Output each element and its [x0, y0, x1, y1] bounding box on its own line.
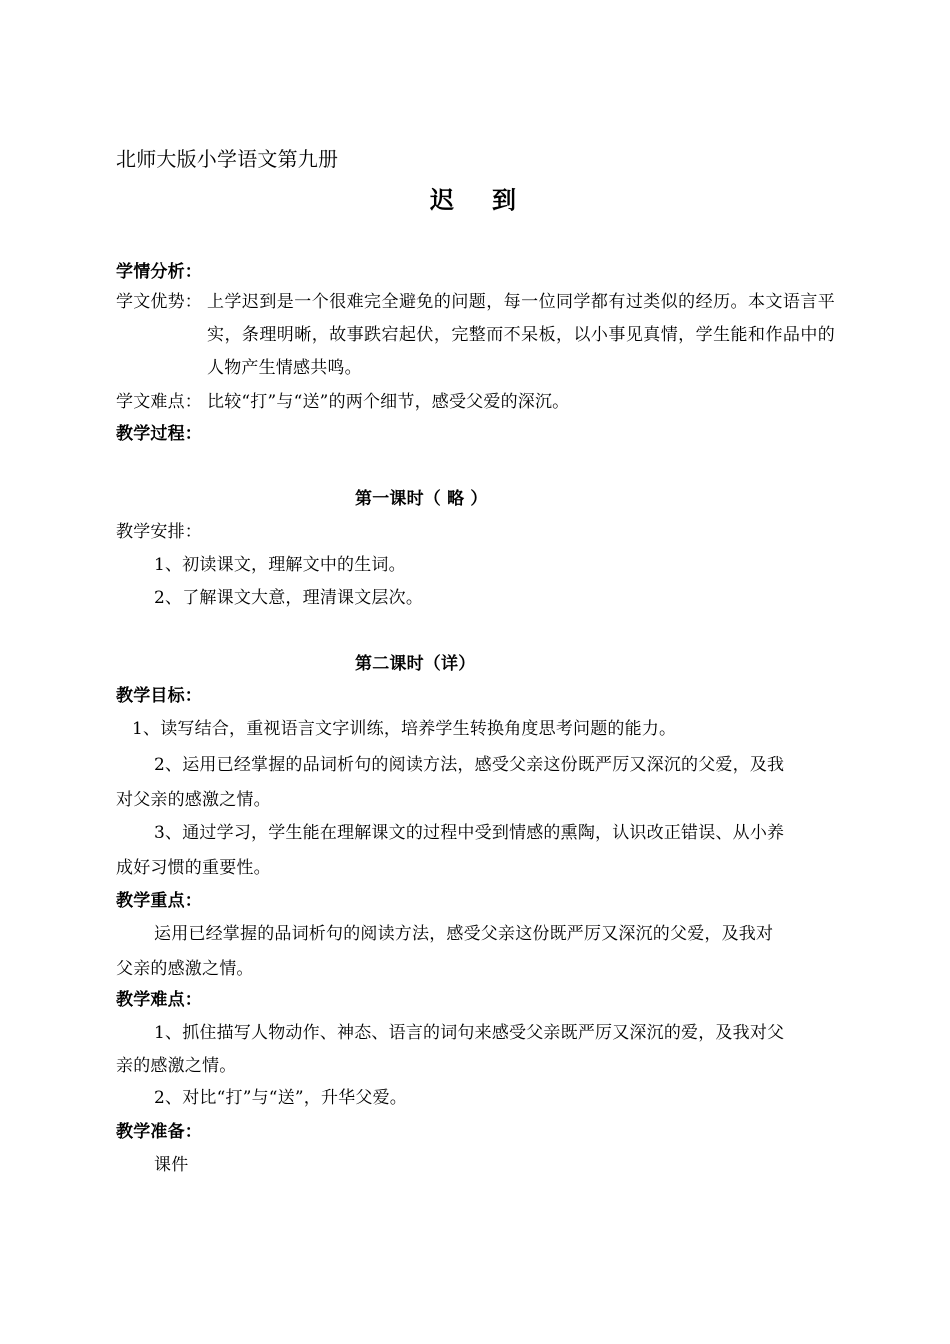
goal-1: 1、读写结合，重视语言文字训练，培养学生转换角度思考问题的能力。 — [132, 719, 677, 739]
lesson1-item: 1、初读课文，理解文中的生词。 — [154, 555, 406, 575]
goal-3-line: 成好习惯的重要性。 — [116, 858, 271, 878]
lesson2-title: 第二课时（详） — [355, 654, 476, 674]
key-heading: 教学重点： — [116, 891, 202, 911]
lesson1-arrangement: 教学安排： — [116, 522, 202, 542]
goals-heading: 教学目标： — [116, 686, 202, 706]
analysis-heading: 学情分析： — [116, 262, 202, 282]
lesson1-title: 第一课时（ 略 ） — [355, 489, 488, 509]
advantage-text: 上学迟到是一个很难完全避免的问题，每一位同学都有过类似的经历。本文语言平实，条理明晰，故事跌宕起伏，完整而不呆板，以小事见真情，学生能和作品中的人物产生情感共鸣。 — [207, 292, 835, 378]
process-heading: 教学过程： — [116, 424, 202, 444]
difficulty-text: 比较“打”与“送”的两个细节，感受父爱的深沉。 — [207, 392, 570, 412]
prep-heading: 教学准备： — [116, 1122, 202, 1142]
lesson-title: 迟到 — [430, 186, 554, 214]
hard-1-line: 1、抓住描写人物动作、神态、语言的词句来感受父亲既严厉又深沉的爱，及我对父 — [154, 1023, 785, 1043]
goal-2-line: 2、运用已经掌握的品词析句的阅读方法，感受父亲这份既严厉又深沉的父爱，及我 — [154, 755, 785, 775]
key-text-line: 运用已经掌握的品词析句的阅读方法，感受父亲这份既严厉又深沉的父爱，及我对 — [154, 924, 774, 944]
prep-text: 课件 — [154, 1155, 189, 1175]
lesson1-item: 2、了解课文大意，理清课文层次。 — [154, 588, 424, 608]
goal-3-line: 3、通过学习，学生能在理解课文的过程中受到情感的熏陶，认识改正错误、从小养 — [154, 823, 785, 843]
series-title: 北师大版小学语文第九册 — [116, 147, 339, 171]
difficulty-label: 学文难点： — [116, 392, 202, 412]
hard-1-line: 亲的感激之情。 — [116, 1056, 237, 1076]
hard-heading: 教学难点： — [116, 990, 202, 1010]
goal-2-line: 对父亲的感激之情。 — [116, 790, 271, 810]
key-text-line: 父亲的感激之情。 — [116, 959, 254, 979]
hard-2: 2、对比“打”与“送”，升华父爱。 — [154, 1088, 407, 1108]
advantage-label: 学文优势： — [116, 292, 202, 312]
